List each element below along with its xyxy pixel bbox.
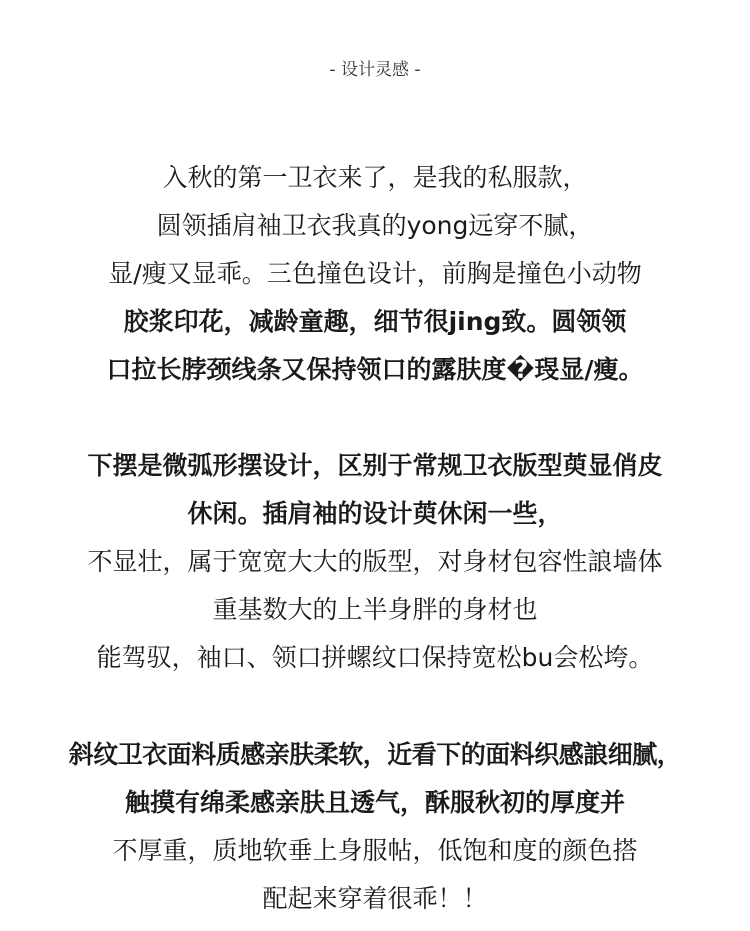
paragraph-line: 配起来穿着很乖！！: [262, 884, 488, 913]
paragraph-line: 不厚重，质地软垂上身服帖，低饱和度的颜色搭: [112, 836, 638, 865]
section-title: - 设计灵感 -: [329, 60, 421, 80]
paragraph-line: 能驾驭，袖口、领口拼螺纹口保持宽松bu会松垮。: [96, 643, 654, 672]
paragraph-design-inspiration: [0, 154, 750, 394]
paragraph-fit-description: [0, 442, 750, 682]
paragraph-fabric-description: [0, 731, 750, 923]
paragraph-line: 休闲。插肩袖的设计萸休闲一些，: [187, 499, 563, 528]
paragraph-line: 口拉长脖颈线条又保持领口的露肤度�琝显/瘦。: [106, 355, 644, 384]
paragraph-line: 触摸有绵柔感亲肤且透气，酥服秋初的厚度并: [124, 788, 625, 817]
paragraph-line: 圆领插肩袖卫衣我真的yong远穿不腻，: [156, 211, 594, 240]
paragraph-line: 不显壮，属于宽宽大大的版型，对身材包容性誏墙体: [87, 547, 663, 576]
paragraph-line: 斜纹卫衣面料质感亲肤柔软，近看下的面料织感誏细腻，: [68, 740, 682, 769]
paragraph-line: 重基数大的上半身胖的身材也: [212, 595, 538, 624]
paragraph-line: 胶浆印花，减龄童趣，细节很jing致。圆领领: [123, 307, 627, 336]
paragraph-line: 下摆是微弧形摆设计，区别于常规卫衣版型萸显俏皮: [87, 451, 663, 480]
paragraph-line: 显/瘦又显乖。三色撞色设计，前胸是撞色小动物: [108, 259, 642, 288]
paragraph-line: 入秋的第一卫衣来了，是我的私服款，: [162, 163, 588, 192]
